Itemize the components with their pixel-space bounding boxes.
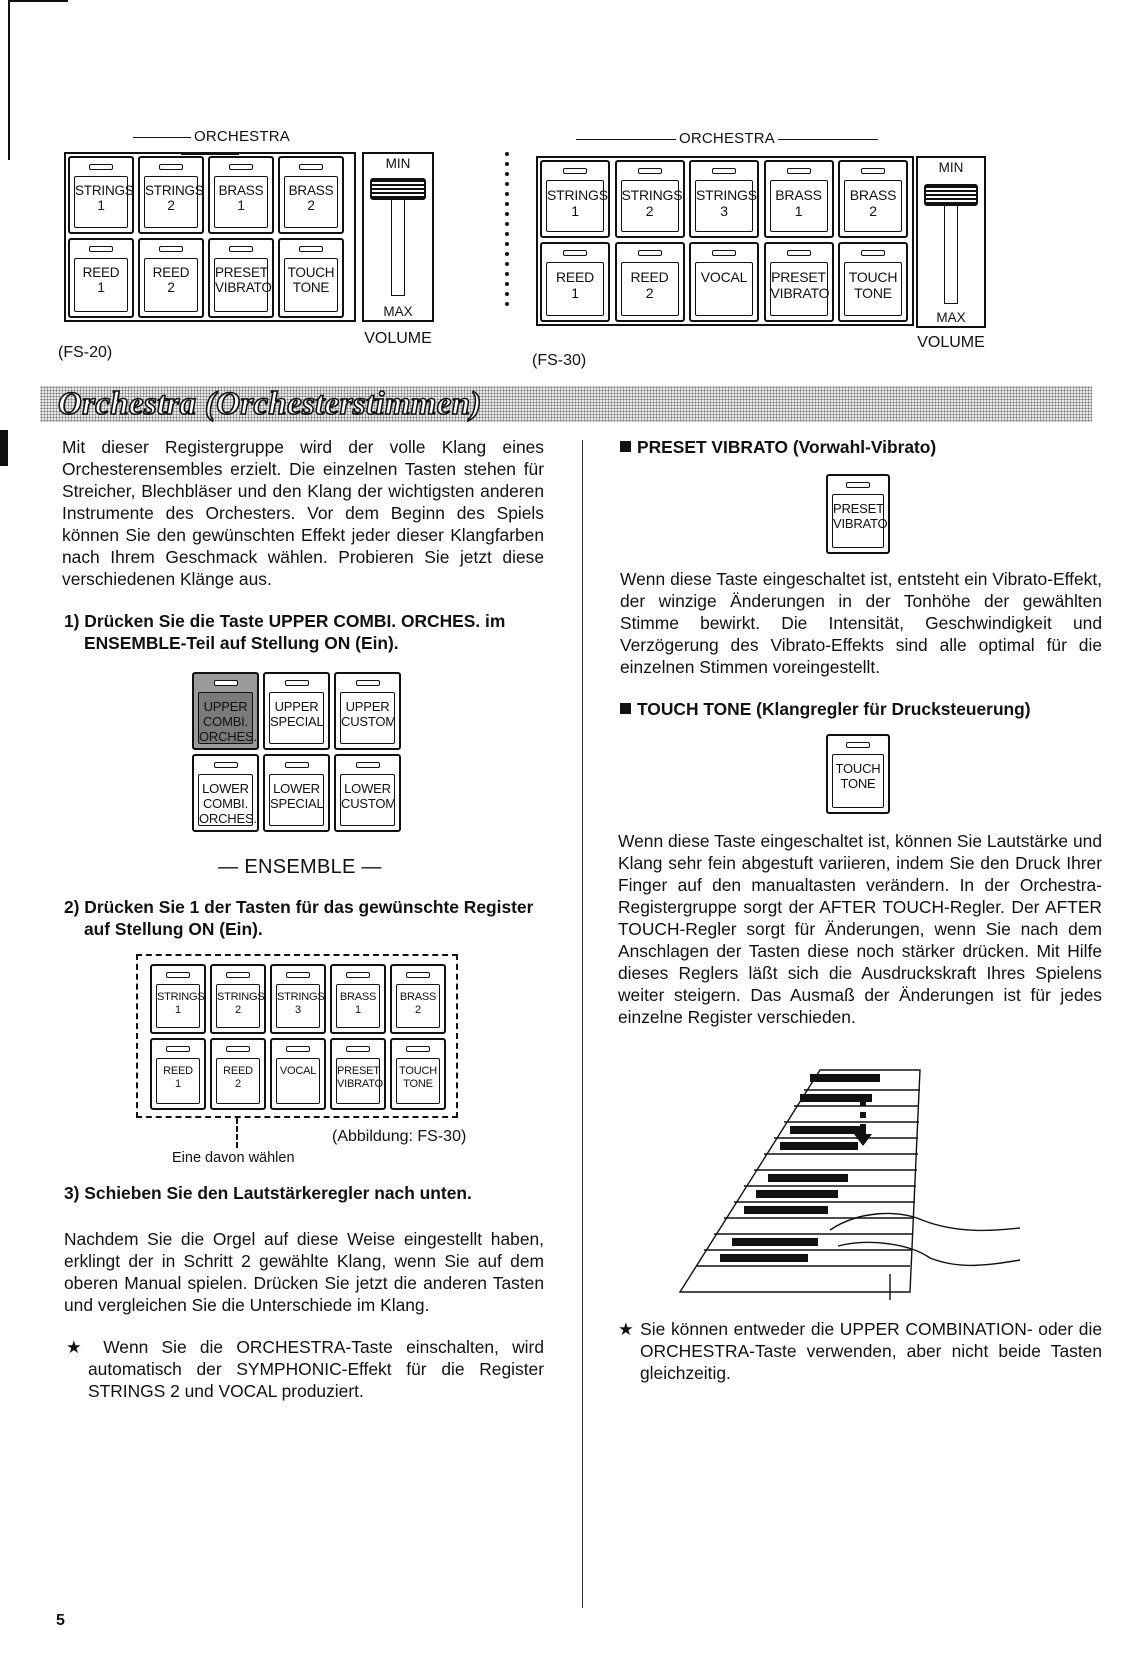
indicator-lamp — [299, 164, 323, 170]
button-label: TOUCH TONE — [832, 754, 884, 808]
touch-tone-button[interactable] — [838, 242, 908, 322]
button-label: REED 1 — [156, 1058, 200, 1104]
indicator-lamp — [563, 168, 587, 174]
button-label: STRINGS 2 — [621, 180, 679, 232]
indicator-lamp — [166, 1046, 190, 1052]
button-label: STRINGS 3 — [695, 180, 753, 232]
edge-tab-mark — [0, 430, 8, 466]
indicator-lamp — [214, 762, 238, 768]
preset-vibrato-text: Wenn diese Taste eingeschaltet ist, entsteht ein Vibrato-Effekt, der winzige Änderungen in der Tonhöhe der gewählten Stimme bewirkt. Die Intensität, Geschwindigkeit und Verzögerung des Vibrato-Effekts sind alle optimal für die einzelnen Stimmen voreingestellt. — [620, 569, 1102, 677]
indicator-lamp — [159, 246, 183, 252]
indicator-lamp — [846, 482, 870, 488]
ensemble-label: — ENSEMBLE — — [218, 856, 382, 878]
touch-tone-heading: TOUCH TONE (Klangregler für Drucksteuerung) — [620, 698, 1100, 720]
button-label: TOUCH TONE — [284, 258, 338, 312]
button-label: LOWER COMBI. ORCHES. — [198, 774, 253, 826]
button-label: STRINGS 3 — [276, 984, 320, 1028]
button-label: STRINGS 1 — [74, 176, 128, 228]
preset-vibrato-heading: PRESET VIBRATO (Vorwahl-Vibrato) — [620, 436, 1080, 458]
indicator-lamp — [861, 250, 885, 256]
indicator-lamp — [787, 250, 811, 256]
button-label: TOUCH TONE — [844, 262, 902, 316]
indicator-lamp — [226, 972, 250, 978]
indicator-lamp — [712, 168, 736, 174]
fs30-caption: (FS-30) — [532, 352, 587, 369]
brass-1-button[interactable] — [330, 964, 386, 1034]
indicator-lamp — [346, 1046, 370, 1052]
ensemble-panel — [192, 672, 404, 832]
button-label: STRINGS 1 — [156, 984, 200, 1028]
brass-2-button[interactable] — [278, 156, 344, 234]
upper-combi-orches-button[interactable] — [192, 672, 259, 750]
pointer-dashed-line — [236, 1118, 238, 1148]
brass-2-button[interactable] — [390, 964, 446, 1034]
indicator-lamp — [286, 1046, 310, 1052]
button-label: UPPER CUSTOM — [340, 692, 395, 744]
fs30-heading: ORCHESTRA — [572, 130, 882, 147]
section-title-band — [40, 386, 1092, 422]
button-label: BRASS 1 — [770, 180, 828, 232]
step-1: 1) Drücken Sie die Taste UPPER COMBI. ORCHES. im ENSEMBLE-Teil auf Stellung ON (Ein). — [64, 611, 506, 653]
button-label: REED 1 — [546, 262, 604, 316]
strings-1-button[interactable] — [68, 156, 134, 234]
indicator-lamp — [214, 680, 238, 686]
volume-min-label: MIN — [385, 156, 411, 171]
fs30-volume-slider[interactable] — [916, 156, 986, 328]
brass-1-button[interactable] — [764, 160, 834, 238]
button-label: BRASS 1 — [336, 984, 380, 1028]
indicator-lamp — [159, 164, 183, 170]
result-paragraph: Nachdem Sie die Orgel auf diese Weise eingestellt haben, erklingt der in Schritt 2 gewählte Klang, wenn Sie auf dem oberen Manual spielen. Drücken Sie jetzt die anderen Tasten und vergleichen Sie die Unterschiede im Klang. — [64, 1229, 544, 1315]
fs20-caption: (FS-20) — [58, 344, 113, 361]
crop-mark — [8, 0, 68, 2]
indicator-lamp — [286, 972, 310, 978]
vocal-button[interactable] — [270, 1038, 326, 1110]
indicator-lamp — [229, 164, 253, 170]
brass-1-button[interactable] — [208, 156, 274, 234]
section-title: Orchestra (Orchesterstimmen) — [58, 386, 482, 422]
indicator-lamp — [346, 972, 370, 978]
reed-2-button[interactable] — [138, 238, 204, 318]
reed-1-button[interactable] — [68, 238, 134, 318]
indicator-lamp — [406, 1046, 430, 1052]
indicator-lamp — [285, 680, 309, 686]
reed-1-button[interactable] — [540, 242, 610, 322]
keyboard-hand-illustration — [660, 1060, 1040, 1300]
touch-tone-figure — [826, 734, 890, 814]
touch-tone-button[interactable] — [278, 238, 344, 318]
preset-vibrato-button[interactable] — [764, 242, 834, 322]
button-label: REED 2 — [621, 262, 679, 316]
button-label: VOCAL — [695, 262, 753, 316]
fs30-volume-label: VOLUME — [917, 334, 985, 351]
reed-2-button[interactable] — [615, 242, 685, 322]
lower-combi-orches-button[interactable] — [192, 754, 259, 832]
upper-special-button[interactable] — [263, 672, 330, 750]
vocal-button[interactable] — [689, 242, 759, 322]
reed-2-button[interactable] — [210, 1038, 266, 1110]
indicator-lamp — [563, 250, 587, 256]
preset-vibrato-button[interactable] — [208, 238, 274, 318]
fs30-selection-figure — [150, 964, 450, 1110]
volume-max-label: MAX — [383, 304, 413, 319]
step-3: 3) Schieben Sie den Lautstärkeregler nach unten. — [64, 1183, 472, 1203]
indicator-lamp — [89, 246, 113, 252]
preset-vibrato-figure — [826, 474, 890, 554]
indicator-lamp — [229, 246, 253, 252]
indicator-lamp — [299, 246, 323, 252]
crop-mark — [8, 0, 10, 160]
button-label: UPPER COMBI. ORCHES. — [198, 692, 253, 744]
choose-one-note: Eine davon wählen — [172, 1150, 295, 1166]
button-label: PRESET VIBRATO — [214, 258, 268, 312]
indicator-lamp — [356, 762, 380, 768]
upper-custom-button[interactable] — [334, 672, 401, 750]
indicator-lamp — [638, 250, 662, 256]
button-label: REED 1 — [74, 258, 128, 312]
indicator-lamp — [285, 762, 309, 768]
strings-3-button[interactable] — [270, 964, 326, 1034]
preset-vibrato-button[interactable] — [330, 1038, 386, 1110]
button-label: LOWER CUSTOM — [340, 774, 395, 826]
button-label: PRESET VIBRATO — [336, 1058, 380, 1104]
strings-2-button[interactable] — [210, 964, 266, 1034]
button-label: STRINGS 2 — [144, 176, 198, 228]
indicator-lamp — [166, 972, 190, 978]
fs30-orchestra-panel — [536, 156, 914, 326]
button-label: REED 2 — [216, 1058, 260, 1104]
page-number: 5 — [56, 1612, 65, 1629]
touch-tone-button[interactable] — [826, 734, 890, 814]
reed-1-button[interactable] — [150, 1038, 206, 1110]
indicator-lamp — [638, 168, 662, 174]
symphonic-note: ★ Wenn Sie die ORCHESTRA-Taste einschalten, wird automatisch der SYMPHONIC-Effekt für die Register STRINGS 2 und VOCAL produziert. — [66, 1337, 544, 1401]
fs20-volume-label: VOLUME — [364, 330, 432, 347]
combination-note: ★ Sie können entweder die UPPER COMBINATION- oder die ORCHESTRA-Taste verwenden, aber nicht beide Tasten gleichzeitig. — [618, 1319, 1102, 1383]
lower-custom-button[interactable] — [334, 754, 401, 832]
indicator-lamp — [787, 168, 811, 174]
button-label: BRASS 1 — [214, 176, 268, 228]
button-label: STRINGS 1 — [546, 180, 604, 232]
fs20-volume-slider[interactable] — [362, 152, 434, 322]
strings-1-button[interactable] — [150, 964, 206, 1034]
button-label: PRESET VIBRATO — [770, 262, 828, 316]
volume-knob[interactable] — [924, 184, 978, 206]
step-2: 2) Drücken Sie 1 der Tasten für das gewünschte Register auf Stellung ON (Ein). — [64, 897, 534, 939]
brass-2-button[interactable] — [838, 160, 908, 238]
volume-min-label: MIN — [938, 160, 964, 175]
indicator-lamp — [226, 1046, 250, 1052]
figure-caption: (Abbildung: FS-30) — [332, 1128, 467, 1145]
strings-3-button[interactable] — [689, 160, 759, 238]
button-label: BRASS 2 — [284, 176, 338, 228]
button-label: BRASS 2 — [396, 984, 440, 1028]
button-label: STRINGS 2 — [216, 984, 260, 1028]
indicator-lamp — [89, 164, 113, 170]
button-label: PRESET VIBRATO — [832, 494, 884, 548]
indicator-lamp — [356, 680, 380, 686]
panel-separator — [505, 152, 509, 312]
indicator-lamp — [712, 250, 736, 256]
touch-tone-button[interactable] — [390, 1038, 446, 1110]
touch-tone-text: Wenn diese Taste eingeschaltet ist, können Sie Lautstärke und Klang sehr fein abgestuft variieren, indem Sie den Druck Ihrer Finger auf den manualtasten verändern. In der Orchestra-Registergruppe sorgt der AFTER TOUCH-Regler. Der AFTER TOUCH-Regler sorgt für Änderungen, wenn Sie nach dem Anschlagen der Tasten diese noch stärker drücken. Mit Hilfe dieses Reglers läßt sich die Ausdruckskraft Ihres Spielens weiter steigern. Das Ausmaß der Änderungen ist für jedes einzelne Register verschieden. — [618, 831, 1102, 1027]
button-label: UPPER SPECIAL — [269, 692, 324, 744]
lower-special-button[interactable] — [263, 754, 330, 832]
intro-paragraph: Mit dieser Registergruppe wird der volle Klang eines Orchesterensembles erzielt. Die einzelnen Tasten stehen für Streicher, Blechbläser und den Klang der wichtigsten anderen Instrumente des Orchesters. Vor dem Beginn des Spiels können Sie den gewünschten Effekt jeder dieser Klangfarben nach Ihrem Geschmack wählen. Probieren Sie jetzt diese verschiedenen Klänge aus. — [62, 437, 544, 589]
strings-2-button[interactable] — [138, 156, 204, 234]
button-label: REED 2 — [144, 258, 198, 312]
volume-knob[interactable] — [370, 178, 426, 200]
button-label: BRASS 2 — [844, 180, 902, 232]
indicator-lamp — [406, 972, 430, 978]
volume-max-label: MAX — [936, 310, 966, 325]
button-label: LOWER SPECIAL — [269, 774, 324, 826]
indicator-lamp — [846, 742, 870, 748]
preset-vibrato-button[interactable] — [826, 474, 890, 554]
button-label: TOUCH TONE — [396, 1058, 440, 1104]
button-label: VOCAL — [276, 1058, 320, 1104]
indicator-lamp — [861, 168, 885, 174]
strings-2-button[interactable] — [615, 160, 685, 238]
column-divider — [582, 440, 583, 1608]
fs20-heading: ORCHESTRA — [100, 128, 320, 162]
strings-1-button[interactable] — [540, 160, 610, 238]
